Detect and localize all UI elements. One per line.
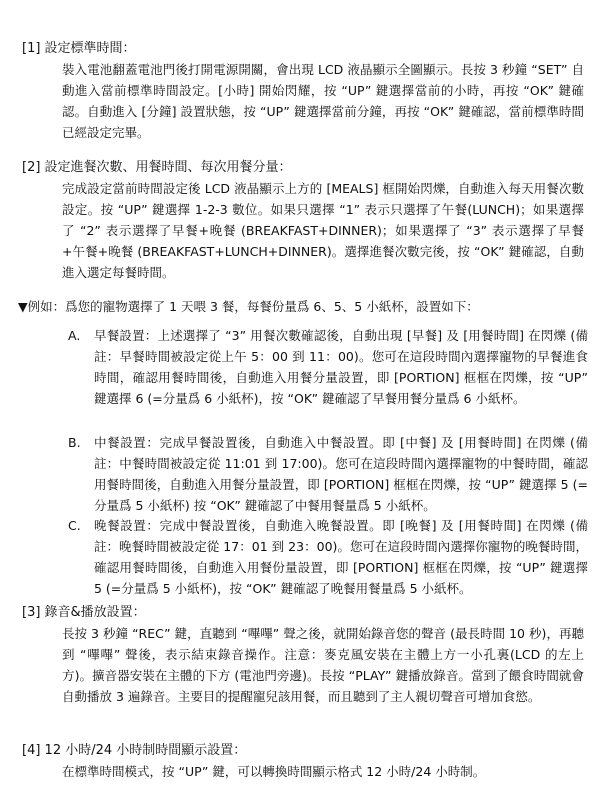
section-body: 完成設定當前時間設定後 LCD 液晶顯示上方的 [MEALS] 框開始閃爍，自動進入每天用餐次數設定。按 “UP” 鍵選擇 1-2-3 數位。如果只選擇 “1” 表示只選擇了午餐(LUNCH)；如果選擇了 “2” 表示選擇了早餐+晚餐 (BREAKFAST+DINNER)；如果選擇了 “3” 表示選擇了早餐+午餐+晚餐 (BREAKFAST+LUNCH+DINNER)。選擇進餐次數完後，按 “OK” 鍵確認，自動進入選定每餐時間。 xyxy=(62,181,584,280)
item-text: 中餐設置：完成早餐設置後，自動進入中餐設置。即 [中餐] 及 [用餐時間] 在閃爍 (備註：中餐時間被設定從 11:01 到 17:00)。您可在這段時間內選擇寵物的中餐時間，確認用餐時間後，自動進入用餐分量設置，即 [PORTION] 框框在閃爍，按 “UP” 鍵選擇 5 (=分量爲 5 小紙杯) 按 “OK” 鍵確認了中餐用餐量爲 5 小紙杯。 xyxy=(94,435,588,513)
item-label: B. xyxy=(68,435,81,450)
section-set-time xyxy=(22,38,582,143)
section-recording xyxy=(22,602,582,707)
section-body: 長按 3 秒鐘 “REC” 鍵，直聽到 “嗶嗶” 聲之後，就開始錄音您的聲音 (最長時間 10 秒)，再聽到 “嗶嗶” 聲後，表示結束錄音操作。注意：麥克風安裝在主體上方一小孔裏(LCD 的左上方)。擴音器安裝在主體的下方 (電池門旁邊)。長按 “PLAY” 鍵播放錄音。當到了餵食時間就會自動播放 3 遍錄音。主要目的提醒寵兒該用餐，而且聽到了主人親切聲音可增加食慾。 xyxy=(62,626,584,704)
section-heading: [1] 設定標準時間： xyxy=(22,41,136,56)
section-heading: [4] 12 小時/24 小時制時間顯示設置： xyxy=(22,743,247,758)
item-label: A. xyxy=(68,328,81,343)
section-heading: [3] 錄音&播放設置： xyxy=(22,605,146,620)
item-text: 早餐設置：上述選擇了 “3” 用餐次數確認後，自動出現 [早餐] 及 [用餐時間] 在閃爍 (備註：早餐時間被設定從上午 5：00 到 11：00)。您可在這段時間內選擇寵物的早餐進食時間，確認用餐時間後，自動進入用餐分量設置，即 [PORTION] 框框在閃爍，按 “UP” 鍵選擇 6 (=分量爲 6 小紙杯)，按 “OK” 鍵確認了早餐用餐分量爲 6 小紙杯。 xyxy=(94,328,588,406)
section-body: 裝入電池翻蓋電池門後打開電源開關，會出現 LCD 液晶顯示全圖顯示。長按 3 秒鐘 “SET” 自動進入當前標準時間設定。[小時] 開始閃耀，按 “UP” 鍵選擇當前的小時，再按 “OK” 鍵確認。自動進入 [分鐘] 設置狀態，按 “UP” 鍵選擇當前分鐘，再按 “OK” 鍵確認，當前標準時間已經設定完畢。 xyxy=(62,62,584,140)
example-item-breakfast xyxy=(22,325,588,409)
section-time-format xyxy=(22,740,582,782)
item-label: C. xyxy=(68,518,81,533)
item-text: 晚餐設置：完成中餐設置後，自動進入晚餐設置。即 [晚餐] 及 [用餐時間] 在閃爍 (備註：晚餐時間被設定從 17：01 到 23：00)。您可在這段時間內選擇你寵物的晚餐時間，確認用餐時間後，自動進入用餐份量設置，即 [PORTION] 框框在閃爍，按 “UP” 鍵選擇 5 (=分量爲 5 小紙杯)，按 “OK” 鍵確認了晚餐用餐量爲 5 小紙杯。 xyxy=(94,518,588,596)
section-body: 在標準時間模式，按 “UP” 鍵，可以轉換時間顯示格式 12 小時/24 小時制。 xyxy=(62,764,486,779)
example-item-dinner xyxy=(22,515,588,599)
section-example xyxy=(18,296,578,317)
example-item-lunch xyxy=(22,432,588,516)
section-heading: [2] 設定進餐次數、用餐時間、每次用餐分量： xyxy=(22,160,292,175)
section-meal-settings xyxy=(22,157,582,283)
example-heading: ▼例如：爲您的寵物選擇了 1 天喂 3 餐，每餐份量爲 6、5、5 小紙杯，設置如下： xyxy=(18,299,479,314)
